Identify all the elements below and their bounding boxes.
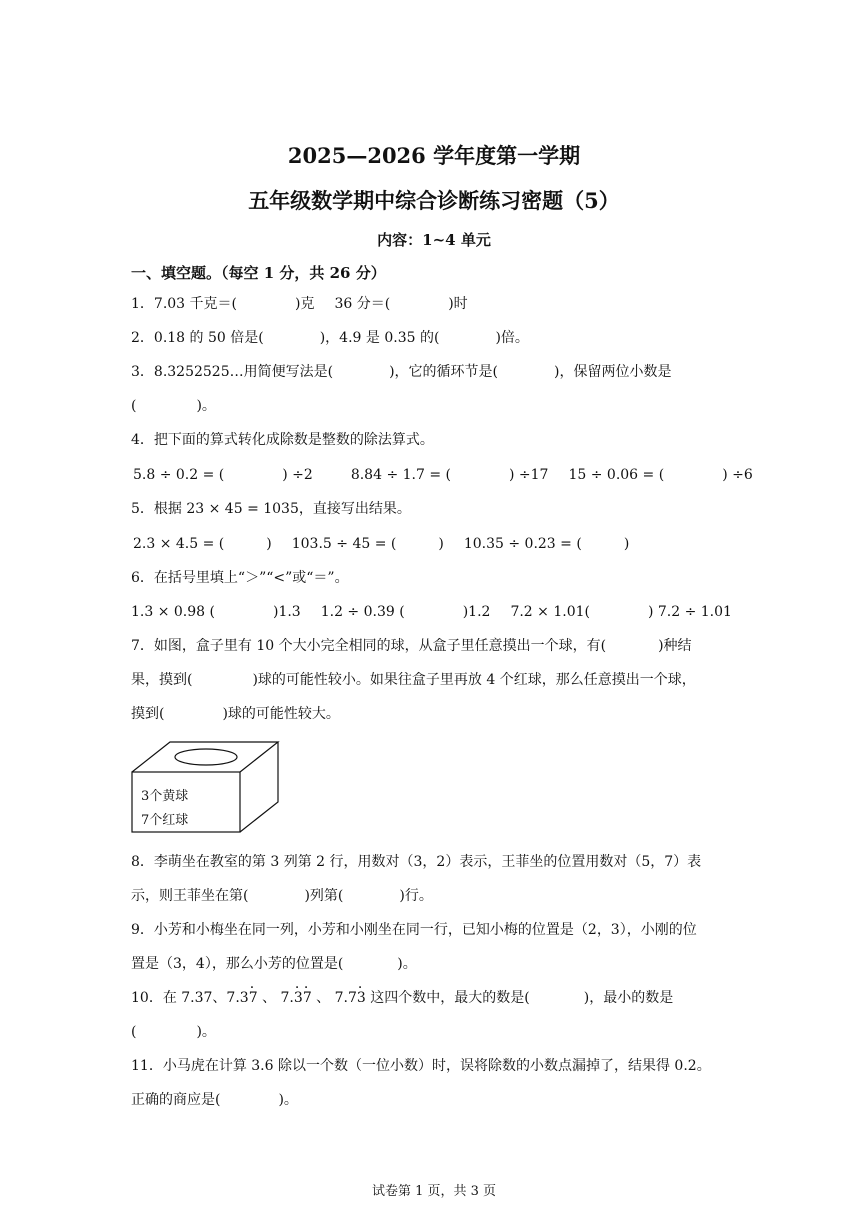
question-10-line2: ( )。 [131,1024,216,1040]
section-heading-fill-blank: 一、填空题。（每空 1 分，共 26 分） [131,264,386,282]
question-6-exercises: 1.3 × 0.98 ( )1.3 1.2 ÷ 0.39 ( )1.2 7.2 × 1.01( ) 7.2 ÷ 1.01 [131,604,732,620]
box-label-yellow: 3个黄球 [141,789,189,804]
question-5: 5．根据 23 × 45 = 1035，直接写出结果。 [131,501,411,517]
exam-title-line2: 五年级数学期中综合诊断练习密题（5） [248,188,620,213]
question-3-line2: ( )。 [131,398,216,414]
question-4: 4．把下面的算式转化成除数是整数的除法算式。 [131,432,434,448]
question-7-line3: 摸到( )球的可能性较大。 [131,706,340,722]
question-7-line1: 7．如图，盒子里有 10 个大小完全相同的球，从盒子里任意摸出一个球，有( )种结 [131,638,692,654]
question-7-line2: 果，摸到( )球的可能性较小。如果往盒子里再放 4 个红球，那么任意摸出一个球， [131,672,696,688]
question-9-line1: 9．小芳和小梅坐在同一列，小芳和小刚坐在同一行，已知小梅的位置是（2，3），小刚的位 [131,922,697,938]
question-11-line2: 正确的商应是( )。 [131,1092,298,1108]
question-11-line1: 11．小马虎在计算 3.6 除以一个数（一位小数）时，误将除数的小数点漏掉了，结果得 0.2。 [131,1058,711,1074]
question-8-line2: 示，则王菲坐在第( )列第( )行。 [131,888,433,904]
box-label-red: 7个红球 [141,813,189,828]
question-3: 3．8.3252525…用简便写法是( )，它的循环节是( )，保留两位小数是 [131,364,672,380]
question-2: 2．0.18 的 50 倍是( )，4.9 是 0.35 的( )倍。 [131,330,529,346]
question-5-exercises: 2.3 × 4.5 = ( ) 103.5 ÷ 45 = ( ) 10.35 ÷ 0.23 = ( ) [133,536,630,552]
question-9-line2: 置是（3，4），那么小芳的位置是( )。 [131,956,417,972]
question-1: 1．7.03 千克＝( )克 36 分＝( )时 [131,296,468,312]
question-6: 6．在括号里填上“＞”“<”或“＝”。 [131,570,349,586]
exam-content-scope: 内容：1~4 单元 [377,231,491,249]
question-4-exercises: 5.8 ÷ 0.2 = ( ) ÷2 8.84 ÷ 1.7 = ( ) ÷17 15 ÷ 0.06 = ( ) ÷6 [133,467,753,483]
question-10-line1: 10．在 7.37、7.37 · 、 7.3 ·7 · 、 7.73 · 这四个数中，最大的数是( )，最小的数是 [131,988,673,1008]
exam-title-line1: 2025—2026 学年度第一学期 [287,143,581,168]
page-footer: 试卷第 1 页，共 3 页 [371,1184,497,1199]
question-8-line1: 8．李萌坐在教室的第 3 列第 2 行，用数对（3，2）表示，王菲坐的位置用数对（5，7）表 [131,854,702,870]
